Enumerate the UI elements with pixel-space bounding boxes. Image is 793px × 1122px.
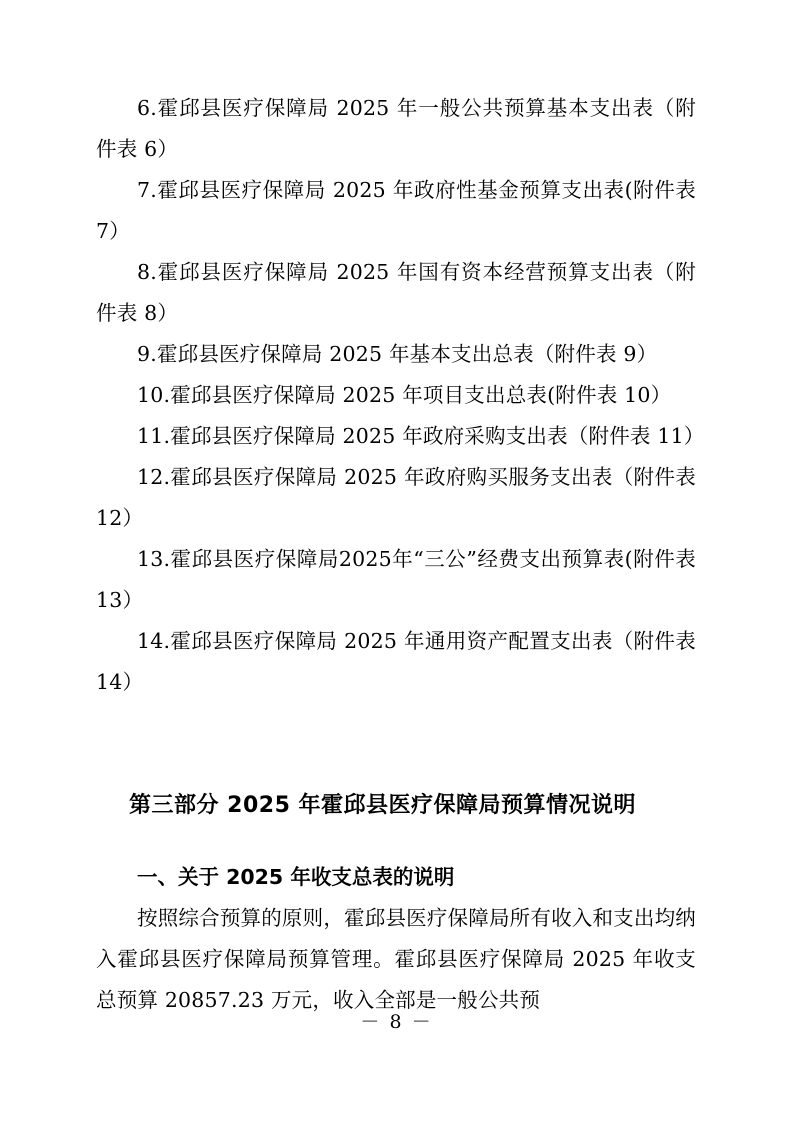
page-content — [96, 88, 705, 1021]
page-footer: － 8 － — [360, 1011, 433, 1033]
list-item: 13.霍邱县医疗保障局2025年“三公”经费支出预算表(附件表 13） — [96, 547, 703, 612]
list-item: 12.霍邱县医疗保障局 2025 年政府购买服务支出表（附件表 12） — [96, 465, 703, 530]
part-heading: 第三部分 2025 年霍邱县医疗保障局预算情况说明 — [129, 793, 637, 818]
section-spacer — [96, 703, 696, 785]
list-item: 10.霍邱县医疗保障局 2025 年项目支出总表(附件表 10） — [137, 383, 672, 407]
list-item: 6.霍邱县医疗保障局 2025 年一般公共预算基本支出表（附件表 6） — [96, 96, 696, 161]
sub-heading: 一、关于 2025 年收支总表的说明 — [137, 865, 455, 889]
attachment-list — [96, 88, 705, 703]
list-item: 7.霍邱县医疗保障局 2025 年政府性基金预算支出表(附件表 7） — [96, 178, 703, 243]
list-item: 8.霍邱县医疗保障局 2025 年国有资本经营预算支出表（附件表 8） — [96, 260, 696, 325]
list-item: 14.霍邱县医疗保障局 2025 年通用资产配置支出表（附件表 14） — [96, 629, 703, 694]
list-item: 9.霍邱县医疗保障局 2025 年基本支出总表（附件表 9） — [137, 342, 658, 366]
body-paragraph: 按照综合预算的原则，霍邱县医疗保障局所有收入和支出均纳入霍邱县医疗保障局预算管理。霍邱县医疗保障局 2025 年收支总预算 20857.23 万元，收入全部是一般公共预 — [96, 906, 696, 1012]
heading-spacer — [96, 827, 696, 857]
list-item: 11.霍邱县医疗保障局 2025 年政府采购支出表（附件表 11） — [137, 424, 705, 448]
